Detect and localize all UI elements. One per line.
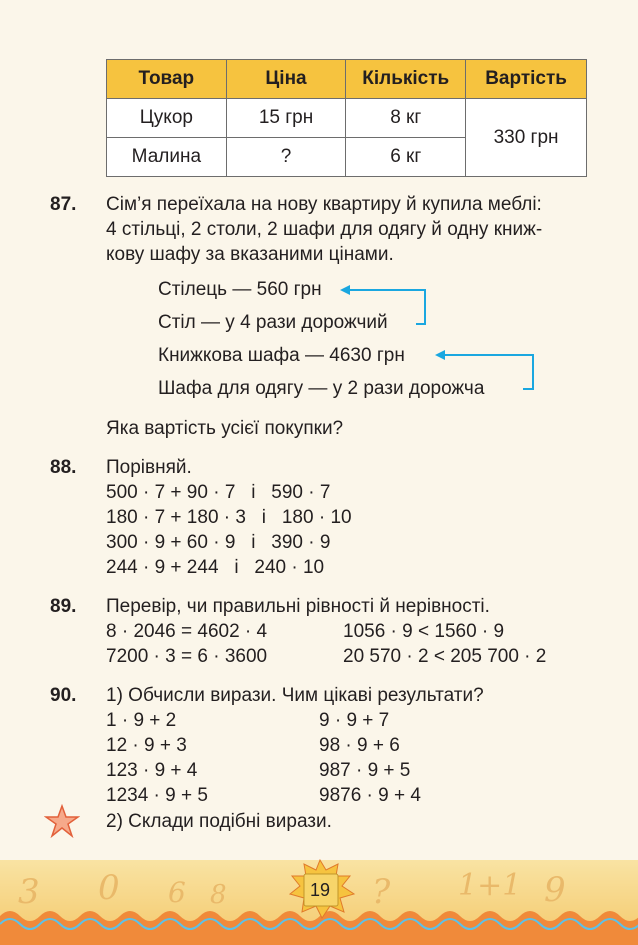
task-90-expr: 98 · 9 + 6 <box>319 735 400 756</box>
task-89-expr: 7200 · 3 = 6 · 3600 <box>106 646 268 667</box>
task-90-title: 1) Обчисли вирази. Чим цікаві результати? <box>106 685 484 706</box>
task-89-expr: 20 570 · 2 < 205 700 · 2 <box>343 646 547 667</box>
decor-digit-icon: ? <box>372 872 391 912</box>
cell-total: 330 грн <box>466 99 587 177</box>
item-chair: Стілець — 560 грн <box>158 279 322 300</box>
relation-arrows <box>0 0 638 420</box>
header-quantity: Кількість <box>346 60 466 99</box>
task-89-title: Перевір, чи правильні рівності й нерівності. <box>106 596 490 617</box>
cell-quantity: 6 кг <box>346 138 466 177</box>
arrow-head-icon <box>340 285 350 295</box>
header-cost: Вартість <box>466 60 587 99</box>
task-89-expr: 1056 · 9 < 1560 · 9 <box>343 621 505 642</box>
header-product: Товар <box>107 60 227 99</box>
task-90-part2: 2) Склади подібні вирази. <box>106 811 332 832</box>
arrow-table-to-chair <box>348 290 425 324</box>
cell-price: ? <box>226 138 346 177</box>
task-90-expr: 1 · 9 + 2 <box>106 710 177 731</box>
task-88-line: 180 · 7 + 180 · 3 і 180 · 10 <box>106 507 352 528</box>
decor-digit-icon: 1+1 <box>458 868 522 903</box>
task-90-expr: 9876 · 9 + 4 <box>319 785 421 806</box>
arrow-wardrobe-to-bookcase <box>443 355 533 389</box>
decor-digit-icon: 0 <box>98 868 120 908</box>
task-88-number: 88. <box>50 457 77 478</box>
task-87-text: 4 стільці, 2 столи, 2 шафи для одягу й одну книж- <box>106 219 543 240</box>
arrow-head-icon <box>435 350 445 360</box>
task-90-number: 90. <box>50 685 77 706</box>
decor-digit-icon: 6 <box>168 876 186 909</box>
task-88-title: Порівняй. <box>106 457 192 478</box>
task-87-text: Сім’я переїхала на нову квартиру й купила меблі: <box>106 194 542 215</box>
task-90-expr: 987 · 9 + 5 <box>319 760 411 781</box>
decor-digit-icon: 3 <box>18 872 40 912</box>
cell-price: 15 грн <box>226 99 346 138</box>
cell-quantity: 8 кг <box>346 99 466 138</box>
task-90-expr: 9 · 9 + 7 <box>319 710 390 731</box>
task-87-question: Яка вартість усієї покупки? <box>106 418 344 439</box>
task-88-line: 244 · 9 + 244 і 240 · 10 <box>106 557 325 578</box>
task-87-number: 87. <box>50 194 77 215</box>
item-table: Стіл — у 4 рази дорожчий <box>158 312 388 333</box>
task-90-expr: 1234 · 9 + 5 <box>106 785 208 806</box>
item-bookcase: Книжкова шафа — 4630 грн <box>158 345 405 366</box>
task-90-expr: 12 · 9 + 3 <box>106 735 187 756</box>
star-icon <box>44 804 80 838</box>
cell-product: Малина <box>107 138 227 177</box>
decor-digit-icon: 8 <box>210 880 227 910</box>
task-88-line: 300 · 9 + 60 · 9 і 390 · 9 <box>106 532 331 553</box>
task-89-number: 89. <box>50 596 77 617</box>
page-number: 19 <box>309 880 331 900</box>
decor-digit-icon: 9 <box>544 870 566 910</box>
task-87-text: кову шафу за вказаними цінами. <box>106 244 394 265</box>
cell-product: Цукор <box>107 99 227 138</box>
item-wardrobe: Шафа для одягу — у 2 рази дорожча <box>158 378 485 399</box>
task-89-expr: 8 · 2046 = 4602 · 4 <box>106 621 268 642</box>
task-90-expr: 123 · 9 + 4 <box>106 760 198 781</box>
header-price: Ціна <box>226 60 346 99</box>
task-88-line: 500 · 7 + 90 · 7 і 590 · 7 <box>106 482 331 503</box>
